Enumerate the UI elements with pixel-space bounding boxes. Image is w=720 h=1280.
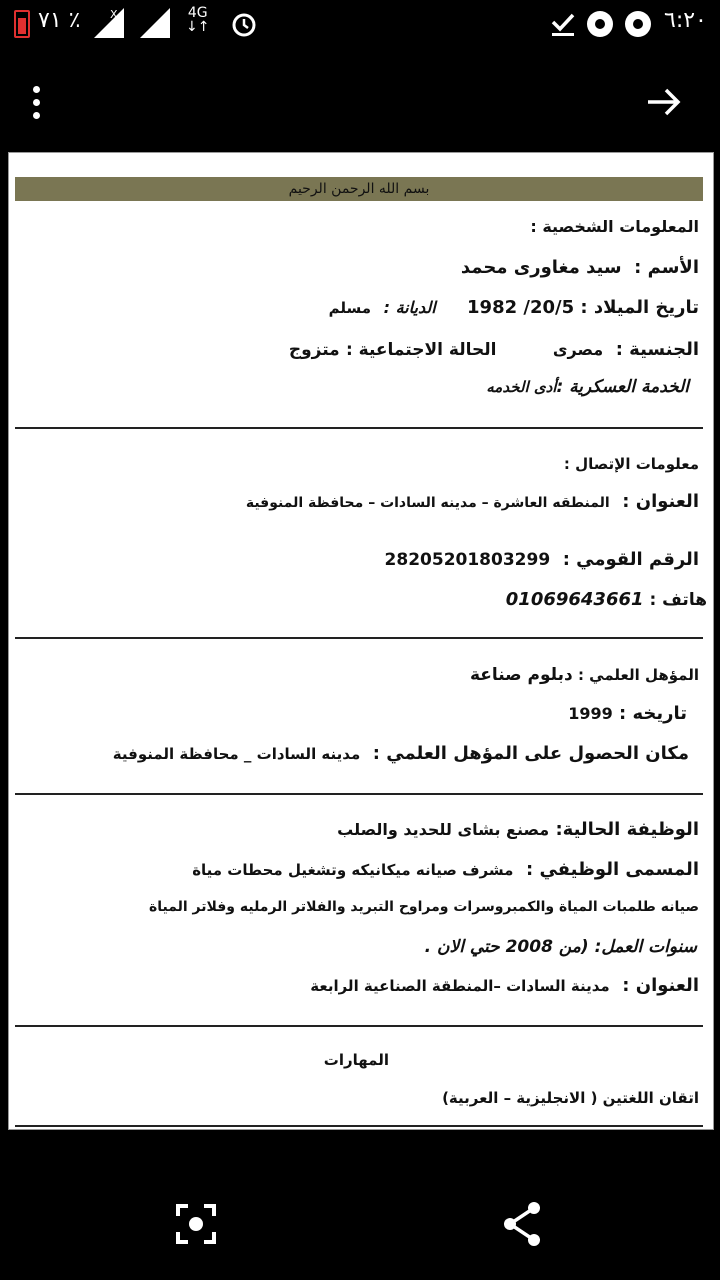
screen-search-icon[interactable] (166, 1194, 226, 1254)
clock: ٦:٢٠ (664, 8, 707, 33)
signal-icon (140, 8, 172, 38)
birth-row: تاريخ الميلاد : 20/5/ 1982 الديانة : مسلم (328, 297, 699, 318)
current-job-row: الوظيفة الحالية: مصنع بشاى للحديد والصلب (337, 819, 699, 840)
chrome-icon (586, 10, 614, 38)
job-title-row: المسمى الوظيفي : مشرف صيانه ميكانيكه وتشغيل محطات مياة (192, 859, 699, 880)
signal-x-icon (94, 8, 128, 38)
national-id-row: الرقم القومي : 28205201803299 (384, 549, 699, 570)
qualification-row: المؤهل العلمي : دبلوم صناعة (469, 665, 699, 685)
bottom-bar (0, 1130, 720, 1280)
section-divider (15, 427, 703, 429)
qualification-date-row: تاريخه : 1999 (568, 703, 687, 724)
job-detail-row: صيانه طلمبات المياة والكمبروسرات ومراوح التبريد والفلاتر الرمليه وفلاتر المياة (148, 899, 699, 915)
section-divider (15, 637, 703, 639)
phone-row: هاتف : 01069643661 (505, 589, 707, 610)
nationality-row: الجنسية : مصرى الحالة الاجتماعية : متزوج (288, 339, 699, 360)
bismillah-banner: بسم الله الرحمن الرحيم (15, 177, 703, 201)
resume-document[interactable] (8, 152, 714, 1130)
skills-header: المهارات (323, 1051, 389, 1069)
status-bar (0, 0, 720, 50)
military-row: الخدمة العسكرية :أدى الخدمه (486, 377, 689, 397)
address-row: العنوان : المنطقه العاشرة – مدينه السادات – محافظة المنوفية (245, 491, 699, 512)
download-done-icon (550, 10, 576, 38)
battery-percent: ٧١ ٪ (38, 8, 81, 33)
section-divider (15, 793, 703, 795)
personal-info-header: المعلومات الشخصية : (530, 217, 699, 236)
kebab-menu-icon[interactable] (26, 86, 46, 126)
app-toolbar (0, 50, 720, 150)
skills-languages-row: اتقان اللغتين ( الانجليزية – العربية) (442, 1089, 699, 1107)
share-icon[interactable] (494, 1194, 554, 1254)
work-years-row: سنوات العمل: (من 2008 حتي الان . (424, 937, 697, 957)
work-address-row: العنوان : مدينة السادات –المنطقة الصناعية الرابعة (310, 975, 699, 996)
arrow-forward-icon[interactable] (644, 82, 684, 122)
name-row: الأسم : سيد مغاورى محمد (460, 257, 699, 278)
svg-text:X: X (110, 8, 118, 21)
contact-info-header: معلومات الإتصال : (563, 455, 699, 473)
qualification-place-row: مكان الحصول على المؤهل العلمي : مدينه السادات _ محافظة المنوفية (112, 743, 689, 764)
battery-icon (14, 10, 30, 38)
section-divider (15, 1125, 703, 1127)
section-divider (15, 1025, 703, 1027)
alarm-icon (230, 10, 258, 38)
chrome-icon-2 (624, 10, 652, 38)
network-4g-icon: 4G ↓↑ (186, 5, 210, 35)
